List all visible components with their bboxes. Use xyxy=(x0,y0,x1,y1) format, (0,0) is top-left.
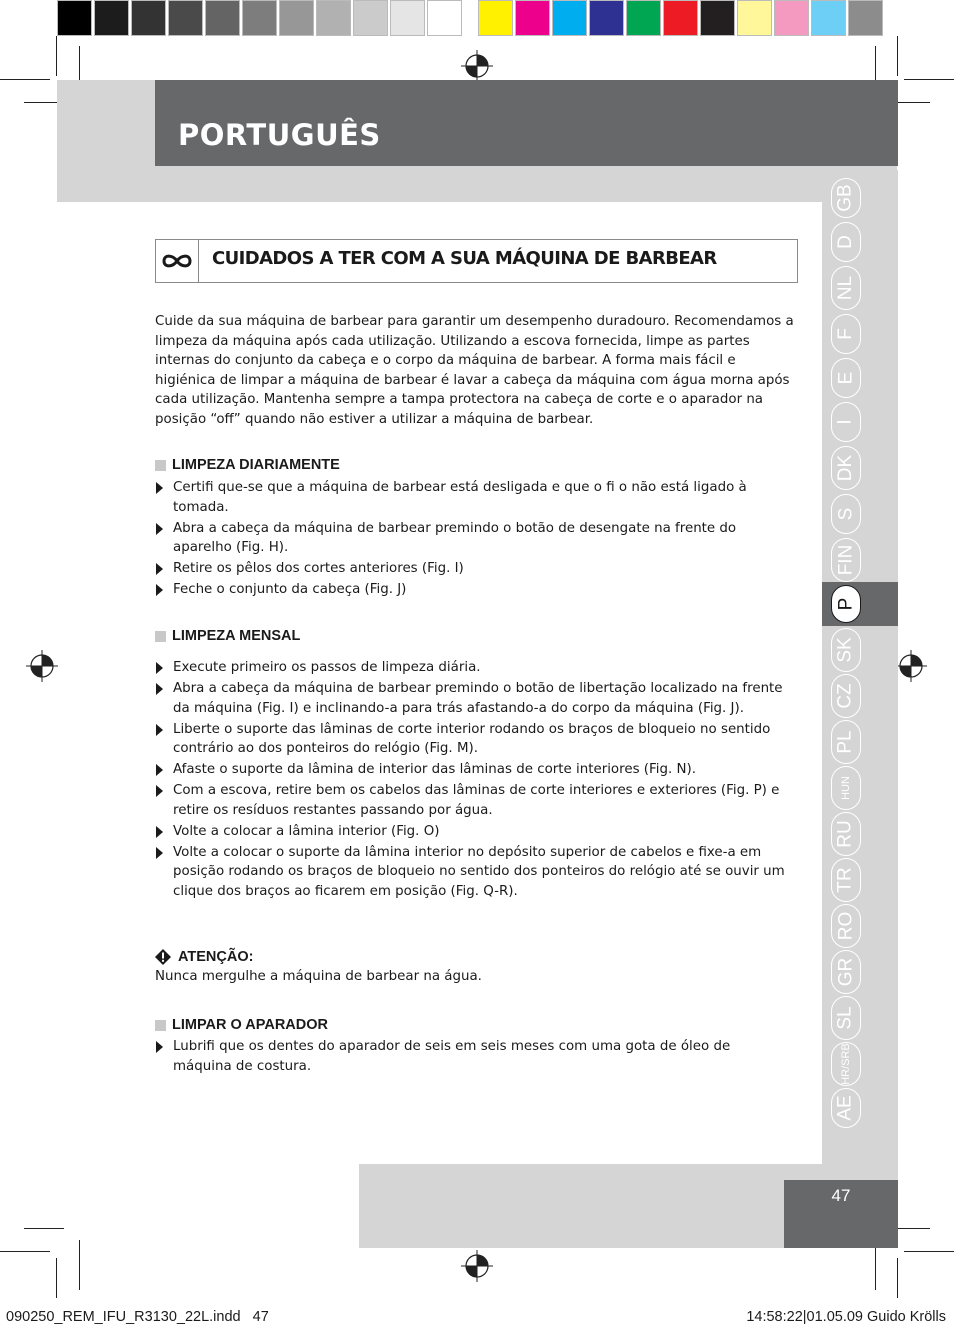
list-item-text: Retire os pêlos dos cortes anteriores (Fig. I) xyxy=(173,561,464,576)
registration-mark-icon xyxy=(895,650,927,682)
language-tab-label: GB xyxy=(834,184,856,212)
language-tab-sl[interactable] xyxy=(831,996,861,1040)
color-swatch xyxy=(552,0,587,36)
crop-mark xyxy=(0,79,50,80)
language-tab-d[interactable] xyxy=(831,222,861,262)
color-swatch xyxy=(811,0,846,36)
language-tab-f[interactable] xyxy=(831,314,861,354)
daily-cleaning-heading-text: LIMPEZA DIARIAMENTE xyxy=(172,457,340,473)
language-tab-label: NL xyxy=(834,275,856,301)
infinity-icon xyxy=(155,239,199,283)
language-tab-e[interactable] xyxy=(831,358,861,398)
bullet-arrow-icon xyxy=(156,724,163,736)
language-tab-label: HR/SRB xyxy=(840,1043,852,1085)
list-item xyxy=(155,559,787,579)
language-tab-label: SL xyxy=(835,1006,856,1030)
language-tab-label: RU xyxy=(834,820,856,848)
crop-mark xyxy=(897,36,898,76)
registration-mark-icon xyxy=(26,650,58,682)
list-item xyxy=(155,720,790,759)
section-title: CUIDADOS A TER COM A SUA MÁQUINA DE BARBEAR xyxy=(212,248,717,269)
bullet-arrow-icon xyxy=(156,482,163,494)
color-swatch xyxy=(131,0,166,36)
bullet-arrow-icon xyxy=(156,847,163,859)
monthly-cleaning-heading-text: LIMPEZA MENSAL xyxy=(172,628,301,644)
language-tab-gr[interactable] xyxy=(831,950,861,994)
section-icon-box xyxy=(155,239,199,283)
language-tab-label: S xyxy=(835,507,856,521)
registration-mark-icon xyxy=(461,1250,493,1282)
bullet-arrow-icon xyxy=(156,523,163,535)
bullet-square-icon xyxy=(155,631,166,642)
list-item xyxy=(155,580,787,600)
language-tab-label: DK xyxy=(835,454,856,482)
daily-cleaning-list xyxy=(155,478,787,601)
intro-paragraph: Cuide da sua máquina de barbear para garantir um desempenho duradouro. Recomendamos a limpeza da máquina após cada utilização. Utilizando a escova fornecida, limpe as partes internas do conjunto da cabeça e o corpo da máquina de barbear. A forma mais fácil e higiénica de limpar a máquina de barbear é lavar a cabeça da máquina com água morna após cada utilização. Mantenha sempre a tampa protectora na cabeça de corte e o aparador na posição “off” quando não estiver a utilizar a máquina de barbear. xyxy=(155,314,794,427)
trimmer-cleaning-heading xyxy=(155,1017,328,1033)
bullet-arrow-icon xyxy=(156,683,163,695)
language-tab-dk[interactable] xyxy=(831,446,861,490)
crop-mark xyxy=(56,36,57,76)
color-swatch xyxy=(279,0,314,36)
list-item xyxy=(155,679,790,718)
list-item-text: Com a escova, retire bem os cabelos das lâminas de corte interiores e exteriores (Fig. P) e retire os resíduos restantes passando por água. xyxy=(173,783,780,818)
monthly-cleaning-list xyxy=(155,658,790,903)
color-swatch xyxy=(94,0,129,36)
color-swatch xyxy=(390,0,425,36)
color-swatch xyxy=(478,0,513,36)
language-tab-sk[interactable] xyxy=(831,628,861,672)
bullet-arrow-icon xyxy=(156,662,163,674)
language-tab-label: D xyxy=(834,235,856,249)
language-tab-hun[interactable] xyxy=(831,766,861,810)
bullet-arrow-icon xyxy=(156,584,163,596)
language-tab-label: HUN xyxy=(840,776,852,800)
warning-heading-text: ATENÇÃO: xyxy=(178,949,254,965)
bullet-arrow-icon xyxy=(156,1041,163,1053)
list-item xyxy=(155,1037,787,1076)
list-item xyxy=(155,478,787,517)
footer-timestamp: 14:58:22|01.05.09 Guido Krölls xyxy=(746,1309,946,1325)
language-tab-label: I xyxy=(835,419,856,425)
language-tab-pl[interactable] xyxy=(831,720,861,764)
language-tab-label: P xyxy=(835,597,856,611)
color-swatch xyxy=(700,0,735,36)
warning-text: Nunca mergulhe a máquina de barbear na água. xyxy=(155,969,482,984)
bullet-arrow-icon xyxy=(156,563,163,575)
color-swatch xyxy=(663,0,698,36)
crop-mark xyxy=(904,79,954,80)
print-color-bar xyxy=(57,0,885,38)
crop-mark xyxy=(904,1251,954,1252)
list-item xyxy=(155,519,787,558)
crop-mark xyxy=(24,1228,64,1229)
language-tab-label: F xyxy=(834,328,856,340)
bullet-arrow-icon xyxy=(156,764,163,776)
list-item-text: Feche o conjunto da cabeça (Fig. J) xyxy=(173,582,407,597)
list-item-text: Afaste o suporte da lâmina de interior das lâminas de corte interiores (Fig. N). xyxy=(173,762,696,777)
crop-mark xyxy=(0,1251,50,1252)
crop-mark xyxy=(56,1258,57,1298)
color-swatch xyxy=(589,0,624,36)
warning-diamond-icon xyxy=(155,949,171,965)
language-tab-label: RO xyxy=(835,911,856,941)
list-item-text: Liberte o suporte das lâminas de corte interior rodando os braços de bloqueio no sentido contrário ao dos ponteiros do relógio (Fig. M). xyxy=(173,721,771,756)
list-item xyxy=(155,781,790,820)
language-tab-label: SK xyxy=(834,637,856,663)
trimmer-cleaning-list xyxy=(155,1037,787,1078)
list-item-text: Abra a cabeça da máquina de barbear premindo o botão de libertação localizado na frente da máquina (Fig. I) e inclinando-a para trás afastando-a do corpo da máquina (Fig. J). xyxy=(173,681,783,716)
language-tab-label: CZ xyxy=(834,683,856,709)
color-swatch xyxy=(848,0,883,36)
language-tab-ae[interactable] xyxy=(831,1088,861,1128)
list-item-text: Volte a colocar a lâmina interior (Fig. O) xyxy=(173,823,440,839)
page-number: 47 xyxy=(831,1186,851,1205)
color-swatch xyxy=(242,0,277,36)
bullet-arrow-icon xyxy=(156,826,163,838)
page-title: PORTUGUÊS xyxy=(178,118,381,152)
bullet-arrow-icon xyxy=(156,785,163,797)
color-swatch xyxy=(626,0,661,36)
list-item xyxy=(155,822,790,842)
bullet-square-icon xyxy=(155,1020,166,1031)
language-tab-p[interactable] xyxy=(831,585,861,623)
list-item-text: Volte a colocar o suporte da lâmina interior no depósito superior de cabelos e fixe-a em posição rodando os braços de bloqueio no sentido dos ponteiros do relógio até se ouvir um clique dos braços ao ficarem em posição (Fig. Q-R). xyxy=(173,844,785,899)
language-tab-label: E xyxy=(835,371,856,385)
language-tab-label: GR xyxy=(835,957,856,987)
language-tab-ru[interactable] xyxy=(831,812,861,856)
list-item-text: Execute primeiro os passos de limpeza diária. xyxy=(173,660,481,675)
language-tab-label: TR xyxy=(834,867,856,893)
language-tab-i[interactable] xyxy=(831,402,861,442)
crop-mark xyxy=(79,1240,80,1290)
color-swatch xyxy=(515,0,550,36)
color-swatch xyxy=(168,0,203,36)
language-tab-label: PL xyxy=(835,730,856,754)
language-tab-hr-srb[interactable] xyxy=(831,1042,861,1086)
warning-heading xyxy=(155,949,253,965)
list-item xyxy=(155,658,790,678)
language-tab-cz[interactable] xyxy=(831,674,861,718)
color-swatch xyxy=(316,0,351,36)
monthly-cleaning-heading xyxy=(155,628,300,644)
language-tab-tr[interactable] xyxy=(831,858,861,902)
trimmer-cleaning-heading-text: LIMPAR O APARADOR xyxy=(172,1017,329,1033)
language-tab-label: AE xyxy=(834,1095,856,1121)
color-swatch xyxy=(353,0,388,36)
language-tab-s[interactable] xyxy=(831,494,861,534)
daily-cleaning-heading xyxy=(155,457,340,473)
color-swatch xyxy=(737,0,772,36)
color-swatch xyxy=(427,0,462,36)
language-tab-ro[interactable] xyxy=(831,904,861,948)
color-swatch xyxy=(774,0,809,36)
list-item-text: Certifi que-se que a máquina de barbear está desligada e que o fi o não está ligado à tomada. xyxy=(173,480,747,515)
list-item xyxy=(155,760,790,780)
language-tab-nl[interactable] xyxy=(831,266,861,310)
color-swatch xyxy=(57,0,92,36)
list-item xyxy=(155,843,790,902)
bullet-square-icon xyxy=(155,460,166,471)
list-item-text: Lubrifi que os dentes do aparador de seis em seis meses com uma gota de óleo de máquina de costura. xyxy=(173,1039,731,1074)
color-swatch xyxy=(205,0,240,36)
registration-mark-icon xyxy=(461,50,493,82)
list-item-text: Abra a cabeça da máquina de barbear premindo o botão de desengate na frente do aparelho (Fig. H). xyxy=(173,520,737,555)
language-tab-fin[interactable] xyxy=(831,538,861,582)
language-tab-gb[interactable] xyxy=(831,178,861,218)
swatch-gap xyxy=(464,0,478,38)
language-tab-label: FIN xyxy=(835,544,857,576)
crop-mark xyxy=(897,1258,898,1298)
footer-file-name: 090250_REM_IFU_R3130_22L.indd 47 xyxy=(6,1309,269,1325)
